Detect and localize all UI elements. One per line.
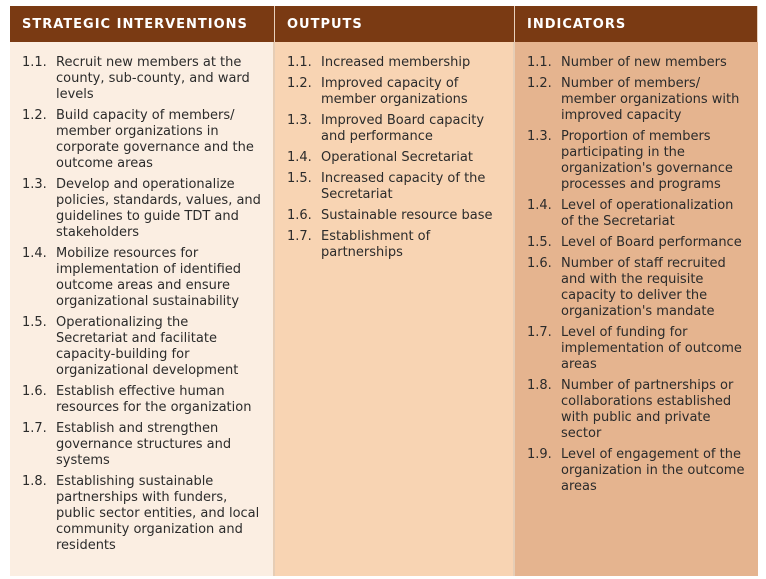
- item-number: 1.6.: [527, 256, 552, 271]
- item-text: Establishment of partnerships: [321, 229, 431, 260]
- item-text: Sustainable resource base: [321, 208, 493, 223]
- item-text: Improved Board capacity and performance: [321, 113, 485, 144]
- header-indicators: INDICATORS: [515, 6, 758, 42]
- item-text: Recruit new members at the county, sub-county, and ward levels: [56, 55, 250, 102]
- item-text: Mobilize resources for implementation of identified outcome areas and ensure organizational sustainability: [56, 246, 242, 309]
- item-text: Increased membership: [321, 55, 471, 70]
- list-item: [22, 177, 263, 241]
- list-item: [22, 421, 263, 469]
- list-item: [22, 246, 263, 310]
- item-text: Number of partnerships or collaborations established with public and private sector: [561, 378, 734, 441]
- list-item: [287, 55, 503, 71]
- interventions-table: [10, 6, 758, 576]
- list-item: [22, 474, 263, 554]
- item-text: Operational Secretariat: [321, 150, 473, 165]
- list-item: [287, 229, 503, 261]
- list-item: [527, 325, 748, 373]
- item-number: 1.7.: [287, 229, 312, 244]
- item-number: 1.7.: [22, 421, 47, 436]
- item-number: 1.9.: [527, 447, 552, 462]
- item-text: Establish and strengthen governance structures and systems: [56, 421, 232, 468]
- list-item: [527, 447, 748, 495]
- item-number: 1.1.: [527, 55, 552, 70]
- item-number: 1.4.: [22, 246, 47, 261]
- item-text: Improved capacity of member organizations: [321, 76, 468, 107]
- item-number: 1.5.: [287, 171, 312, 186]
- item-number: 1.2.: [22, 108, 47, 123]
- list-item: [527, 129, 748, 193]
- item-text: Establish effective human resources for the organization: [56, 384, 252, 415]
- list-item: [22, 55, 263, 103]
- item-text: Level of operationalization of the Secretariat: [561, 198, 734, 229]
- item-text: Number of members/ member organizations with improved capacity: [561, 76, 740, 123]
- item-text: Level of funding for implementation of outcome areas: [561, 325, 742, 372]
- item-number: 1.7.: [527, 325, 552, 340]
- item-number: 1.3.: [527, 129, 552, 144]
- list-item: [287, 171, 503, 203]
- header-strategic-interventions: STRATEGIC INTERVENTIONS: [10, 6, 275, 42]
- strategic-interventions-column: [10, 42, 275, 576]
- item-text: Develop and operationalize policies, standards, values, and guidelines to guide TDT and stakeholders: [56, 177, 261, 240]
- item-number: 1.4.: [527, 198, 552, 213]
- item-text: Proportion of members participating in the organization's governance processes and programs: [561, 129, 733, 192]
- list-item: [527, 76, 748, 124]
- item-number: 1.3.: [287, 113, 312, 128]
- outputs-column: [275, 42, 515, 576]
- item-text: Build capacity of members/ member organizations in corporate governance and the outcome areas: [56, 108, 254, 171]
- item-number: 1.6.: [22, 384, 47, 399]
- item-number: 1.2.: [287, 76, 312, 91]
- header-outputs: OUTPUTS: [275, 6, 515, 42]
- item-number: 1.8.: [527, 378, 552, 393]
- item-number: 1.8.: [22, 474, 47, 489]
- item-number: 1.5.: [22, 315, 47, 330]
- list-item: [22, 108, 263, 172]
- item-text: Increased capacity of the Secretariat: [321, 171, 486, 202]
- item-number: 1.1.: [287, 55, 312, 70]
- item-number: 1.1.: [22, 55, 47, 70]
- item-number: 1.4.: [287, 150, 312, 165]
- list-item: [287, 76, 503, 108]
- item-text: Level of engagement of the organization in the outcome areas: [561, 447, 745, 494]
- list-item: [287, 150, 503, 166]
- list-item: [527, 378, 748, 442]
- list-item: [22, 384, 263, 416]
- list-item: [527, 235, 748, 251]
- item-text: Level of Board performance: [561, 235, 742, 250]
- list-item: [287, 113, 503, 145]
- item-number: 1.2.: [527, 76, 552, 91]
- list-item: [527, 55, 748, 71]
- item-text: Operationalizing the Secretariat and facilitate capacity-building for organizational development: [56, 315, 239, 378]
- list-item: [287, 208, 503, 224]
- list-item: [527, 256, 748, 320]
- item-text: Number of staff recruited and with the requisite capacity to deliver the organization's mandate: [561, 256, 726, 319]
- item-text: Establishing sustainable partnerships with funders, public sector entities, and local community organization and residents: [56, 474, 260, 553]
- list-item: [22, 315, 263, 379]
- list-item: [527, 198, 748, 230]
- item-number: 1.5.: [527, 235, 552, 250]
- indicators-column: [515, 42, 758, 576]
- item-text: Number of new members: [561, 55, 727, 70]
- item-number: 1.6.: [287, 208, 312, 223]
- item-number: 1.3.: [22, 177, 47, 192]
